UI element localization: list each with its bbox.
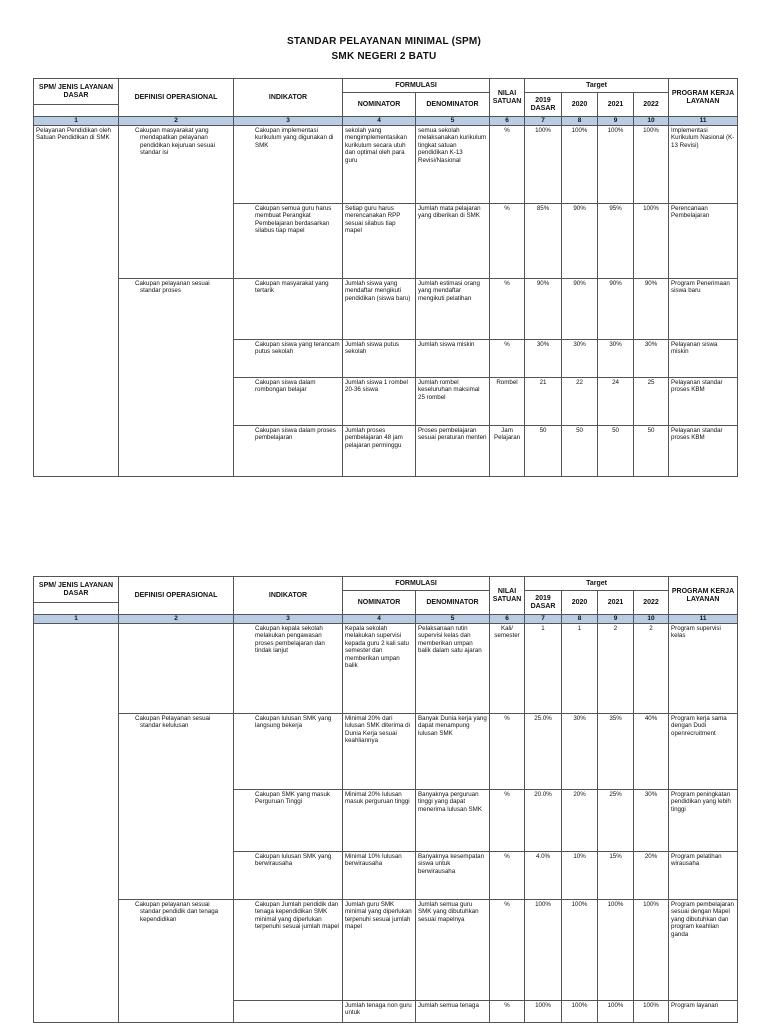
definisi-number <box>121 901 135 908</box>
col-number: 2 <box>119 615 234 624</box>
program-cell: Program peningkatan pendidikan yang lebih tinggi <box>669 790 738 852</box>
satuan-cell: Jam Pelajaran <box>490 426 525 477</box>
indikator-text: Cakupan siswa dalam proses pembelajaran <box>255 427 336 442</box>
program-cell: Program pembelajaran sesuai dengan Mapel yang dibutuhkan dan program keahlian ganda <box>669 900 738 1001</box>
denominator-cell: Banyaknya perguruan tinggi yang dapat menerima lulusan SMK <box>416 790 490 852</box>
header-formulasi: FORMULASI <box>343 79 490 93</box>
header-2020: 2020 <box>562 591 598 615</box>
nominator-cell: Jumlah guru SMK minimal yang diperlukan terpenuhi sesuai jumlah mapel <box>343 900 416 1001</box>
col-number: 7 <box>525 615 562 624</box>
page-title: STANDAR PELAYANAN MINIMAL (SPM) <box>287 36 481 47</box>
target-2022-cell: 40% <box>634 714 669 790</box>
nominator-cell: Minimal 20% lulusan masuk perguruan tinggi <box>343 790 416 852</box>
header-nilai-satuan: NILAI SATUAN <box>490 79 525 117</box>
target-2019-cell: 100% <box>525 900 562 1001</box>
spm-table-1 <box>33 78 738 477</box>
denominator-cell: Jumlah siswa miskin <box>416 340 490 378</box>
nominator-cell: Minimal 20% dari lulusan SMK diterima di Dunia Kerja sesuai keahliannya <box>343 714 416 790</box>
header-indikator: INDIKATOR <box>234 577 343 615</box>
indikator-text: Cakupan siswa yang terancam putus sekolah <box>255 341 340 356</box>
indikator-number <box>236 715 255 722</box>
program-cell: Pelayanan standar proses KBM <box>669 426 738 477</box>
target-2020-cell: 100% <box>562 900 598 1001</box>
indikator-cell <box>234 279 343 340</box>
target-2020-cell: 50 <box>562 426 598 477</box>
target-2021-cell: 50 <box>598 426 634 477</box>
indikator-number <box>236 127 255 134</box>
definisi-text: Cakupan pelayanan sesuai standar proses <box>135 280 210 295</box>
header-program: PROGRAM KERJA LAYANAN <box>669 79 738 117</box>
col-number: 5 <box>416 117 490 126</box>
indikator-cell <box>234 340 343 378</box>
header-2021: 2021 <box>598 591 634 615</box>
indikator-cell <box>234 624 343 714</box>
indikator-cell <box>234 1001 343 1023</box>
header-2019: 2019 DASAR <box>525 591 562 615</box>
indikator-number <box>236 901 255 908</box>
indikator-number <box>236 853 255 860</box>
indikator-text: Cakupan Jumlah pendidik dan tenaga kependidikan SMK minimal yang diperlukan terpenuhi sesuai jumlah mapel <box>255 901 339 931</box>
col-number: 6 <box>490 117 525 126</box>
indikator-number <box>236 791 255 798</box>
target-2022-cell: 90% <box>634 279 669 340</box>
col-number: 3 <box>234 615 343 624</box>
indikator-number <box>236 625 255 632</box>
program-cell: Program supervisi kelas <box>669 624 738 714</box>
header-nominator: NOMINATOR <box>343 591 416 615</box>
header-target: Target <box>525 577 669 591</box>
target-2020-cell: 100% <box>562 1001 598 1023</box>
target-2019-cell: 25.0% <box>525 714 562 790</box>
target-2021-cell: 24 <box>598 378 634 426</box>
definisi-text: Cakupan pelayanan sesuai standar pendidik dan tenaga kependidikan <box>135 901 219 923</box>
definisi-number <box>121 127 135 134</box>
col-number: 8 <box>562 615 598 624</box>
target-2022-cell: 30% <box>634 790 669 852</box>
target-2022-cell: 100% <box>634 126 669 204</box>
header-2019: 2019 DASAR <box>525 93 562 117</box>
definisi-cell <box>119 714 234 900</box>
target-2021-cell: 30% <box>598 340 634 378</box>
indikator-number <box>236 379 255 386</box>
header-target: Target <box>525 79 669 93</box>
indikator-cell <box>234 900 343 1001</box>
nominator-cell: Jumlah siswa putus sekolah <box>343 340 416 378</box>
target-2022-cell: 30% <box>634 340 669 378</box>
target-2021-cell: 35% <box>598 714 634 790</box>
table-row <box>34 126 738 204</box>
nominator-cell: sekolah yang mengimplementasikan kurikulum secara utuh dan optimal oleh para guru <box>343 126 416 204</box>
spm-cell <box>34 624 119 1023</box>
target-2022-cell: 25 <box>634 378 669 426</box>
satuan-cell: % <box>490 900 525 1001</box>
indikator-text: Cakupan implementasi kurikulum yang digunakan di SMK <box>255 127 334 149</box>
target-2022-cell: 100% <box>634 900 669 1001</box>
target-2022-cell: 2 <box>634 624 669 714</box>
definisi-number <box>121 280 135 287</box>
nominator-cell: Jumlah siswa 1 rombel 20-36 siswa <box>343 378 416 426</box>
spm-table-2 <box>33 576 738 1023</box>
header-2020: 2020 <box>562 93 598 117</box>
col-number: 9 <box>598 615 634 624</box>
col-number: 2 <box>119 117 234 126</box>
header-nilai-satuan: NILAI SATUAN <box>490 577 525 615</box>
col-number: 4 <box>343 615 416 624</box>
denominator-cell: Proses pembelajaran sesuai peraturan menteri <box>416 426 490 477</box>
indikator-cell <box>234 714 343 790</box>
target-2020-cell: 1 <box>562 624 598 714</box>
header-definisi: DEFINISI OPERASIONAL <box>119 79 234 117</box>
target-2022-cell: 100% <box>634 204 669 279</box>
header-formulasi: FORMULASI <box>343 577 490 591</box>
satuan-cell: % <box>490 340 525 378</box>
denominator-cell: Pelaksanaan rutin supervisi kelas dan memberikan umpan balik dalam satu ajaran <box>416 624 490 714</box>
satuan-cell: % <box>490 790 525 852</box>
target-2021-cell: 15% <box>598 852 634 900</box>
denominator-cell: Banyak Dunia kerja yang dapat menampung lulusan SMK <box>416 714 490 790</box>
target-2021-cell: 95% <box>598 204 634 279</box>
col-number: 5 <box>416 615 490 624</box>
col-number: 6 <box>490 615 525 624</box>
denominator-cell: Jumlah estimasi orang yang mendaftar mengikuti pelatihan <box>416 279 490 340</box>
header-spm: SPM/ JENIS LAYANAN DASAR <box>34 577 119 603</box>
program-cell: Program Penerimaan siswa baru <box>669 279 738 340</box>
target-2020-cell: 20% <box>562 790 598 852</box>
denominator-cell: Jumlah mata pelajaran yang diberikan di SMK <box>416 204 490 279</box>
indikator-text: Cakupan lulusan SMK yang langsung bekerja <box>255 715 332 730</box>
indikator-text: Cakupan semua guru harus membuat Perangkat Pembelajaran berdasarkan silabus tiap mapel <box>255 205 332 235</box>
satuan-cell: Kali/ semester <box>490 624 525 714</box>
header-denominator: DENOMINATOR <box>416 591 490 615</box>
header-spm: SPM/ JENIS LAYANAN DASAR <box>34 79 119 105</box>
program-cell: Pelayanan siswa miskin <box>669 340 738 378</box>
target-2019-cell: 85% <box>525 204 562 279</box>
col-number: 11 <box>669 615 738 624</box>
satuan-cell: % <box>490 126 525 204</box>
target-2019-cell: 21 <box>525 378 562 426</box>
definisi-cell <box>119 624 234 714</box>
definisi-cell <box>119 279 234 477</box>
indikator-text: Cakupan kepala sekolah melakukan pengawasan proses pembelajaran dan tindak lanjut <box>255 625 325 655</box>
program-cell: Perencanaan Pembelajaran <box>669 204 738 279</box>
indikator-text: Cakupan masyarakat yang tertarik <box>255 280 329 295</box>
target-2020-cell: 100% <box>562 126 598 204</box>
denominator-cell: Jumlah semua guru SMK yang dibutuhkan sesuai mapelnya <box>416 900 490 1001</box>
nominator-cell: Jumlah proses pembelajaran 48 jam pelajaran perminggu <box>343 426 416 477</box>
header-2022: 2022 <box>634 591 669 615</box>
program-cell: Program kerja sama dengan Dudi openrecruitment <box>669 714 738 790</box>
nominator-cell: Jumlah tenaga non guru untuk <box>343 1001 416 1023</box>
indikator-number <box>236 205 255 212</box>
col-number: 11 <box>669 117 738 126</box>
program-cell: Program layanan <box>669 1001 738 1023</box>
target-2022-cell: 20% <box>634 852 669 900</box>
table-row <box>34 900 738 1001</box>
indikator-cell <box>234 378 343 426</box>
target-2021-cell: 100% <box>598 1001 634 1023</box>
indikator-cell <box>234 204 343 279</box>
target-2019-cell: 100% <box>525 1001 562 1023</box>
target-2019-cell: 30% <box>525 340 562 378</box>
col-number: 1 <box>34 615 119 624</box>
target-2021-cell: 25% <box>598 790 634 852</box>
header-program: PROGRAM KERJA LAYANAN <box>669 577 738 615</box>
indikator-cell <box>234 126 343 204</box>
indikator-text: Cakupan SMK yang masuk Perguruan Tinggi <box>255 791 330 806</box>
col-number: 7 <box>525 117 562 126</box>
target-2020-cell: 10% <box>562 852 598 900</box>
table-row <box>34 714 738 790</box>
target-2019-cell: 4.0% <box>525 852 562 900</box>
col-number: 1 <box>34 117 119 126</box>
program-cell: Program pelatihan wirausaha <box>669 852 738 900</box>
col-number: 8 <box>562 117 598 126</box>
col-number: 10 <box>634 615 669 624</box>
target-2020-cell: 90% <box>562 279 598 340</box>
nominator-cell: Setiap guru harus merencanakan RPP sesuai silabus tiap mapel <box>343 204 416 279</box>
table-row <box>34 279 738 340</box>
indikator-text: Cakupan siswa dalam rombongan belajar <box>255 379 316 394</box>
target-2019-cell: 20.0% <box>525 790 562 852</box>
indikator-cell <box>234 852 343 900</box>
target-2020-cell: 30% <box>562 714 598 790</box>
denominator-cell: Jumlah rombel keseluruhan maksimal 25 rombel <box>416 378 490 426</box>
indikator-number <box>236 341 255 348</box>
target-2019-cell: 50 <box>525 426 562 477</box>
target-2019-cell: 1 <box>525 624 562 714</box>
target-2021-cell: 100% <box>598 126 634 204</box>
table-row <box>34 624 738 714</box>
header-spm-cont <box>34 603 119 615</box>
header-denominator: DENOMINATOR <box>416 93 490 117</box>
definisi-cell <box>119 900 234 1023</box>
header-nominator: NOMINATOR <box>343 93 416 117</box>
target-2022-cell: 100% <box>634 1001 669 1023</box>
denominator-cell: semua sekolah melaksanakan kurikulum tingkat satuan pendidikan K-13 Revisi/Nasional <box>416 126 490 204</box>
denominator-cell: Banyaknya kesempatan siswa untuk berwirausaha <box>416 852 490 900</box>
col-number: 4 <box>343 117 416 126</box>
indikator-number <box>236 280 255 287</box>
target-2020-cell: 30% <box>562 340 598 378</box>
satuan-cell: % <box>490 204 525 279</box>
satuan-cell: % <box>490 714 525 790</box>
satuan-cell: Rombel <box>490 378 525 426</box>
definisi-text: Cakupan masyarakat yang mendapatkan pelayanan pendidikan kejuruan sesuai standar isi <box>135 127 215 157</box>
header-definisi: DEFINISI OPERASIONAL <box>119 577 234 615</box>
program-cell: Pelayanan standar proses KBM <box>669 378 738 426</box>
indikator-text: Cakupan lulusan SMK yang berwirausaha <box>255 853 332 868</box>
target-2022-cell: 50 <box>634 426 669 477</box>
satuan-cell: % <box>490 279 525 340</box>
header-spm-cont <box>34 105 119 117</box>
target-2021-cell: 100% <box>598 900 634 1001</box>
indikator-cell <box>234 790 343 852</box>
nominator-cell: Kepala sekolah melakukan supervisi kepada guru 2 kali satu semester dan memberikan umpan balik <box>343 624 416 714</box>
col-number: 3 <box>234 117 343 126</box>
nominator-cell: Jumlah siswa yang mendaftar mengikuti pendidikan (siswa baru) <box>343 279 416 340</box>
spm-cell: Pelayanan Pendidikan oleh Satuan Pendidikan di SMK <box>34 126 119 477</box>
denominator-cell: Jumlah semua tenaga <box>416 1001 490 1023</box>
target-2019-cell: 90% <box>525 279 562 340</box>
definisi-cell <box>119 126 234 279</box>
col-number: 9 <box>598 117 634 126</box>
satuan-cell: % <box>490 1001 525 1023</box>
target-2020-cell: 22 <box>562 378 598 426</box>
target-2020-cell: 90% <box>562 204 598 279</box>
nominator-cell: Minimal 10% lulusan berwirausaha <box>343 852 416 900</box>
target-2021-cell: 2 <box>598 624 634 714</box>
col-number: 10 <box>634 117 669 126</box>
page-subtitle: SMK NEGERI 2 BATU <box>331 51 437 62</box>
indikator-cell <box>234 426 343 477</box>
program-cell: Implementasi Kurikulum Nasional (K-13 Revisi) <box>669 126 738 204</box>
header-2021: 2021 <box>598 93 634 117</box>
target-2021-cell: 90% <box>598 279 634 340</box>
definisi-number <box>121 715 135 722</box>
target-2019-cell: 100% <box>525 126 562 204</box>
indikator-number <box>236 427 255 434</box>
header-2022: 2022 <box>634 93 669 117</box>
satuan-cell: % <box>490 852 525 900</box>
header-indikator: INDIKATOR <box>234 79 343 117</box>
definisi-text: Cakupan Pelayanan sesuai standar kelulusan <box>135 715 211 730</box>
